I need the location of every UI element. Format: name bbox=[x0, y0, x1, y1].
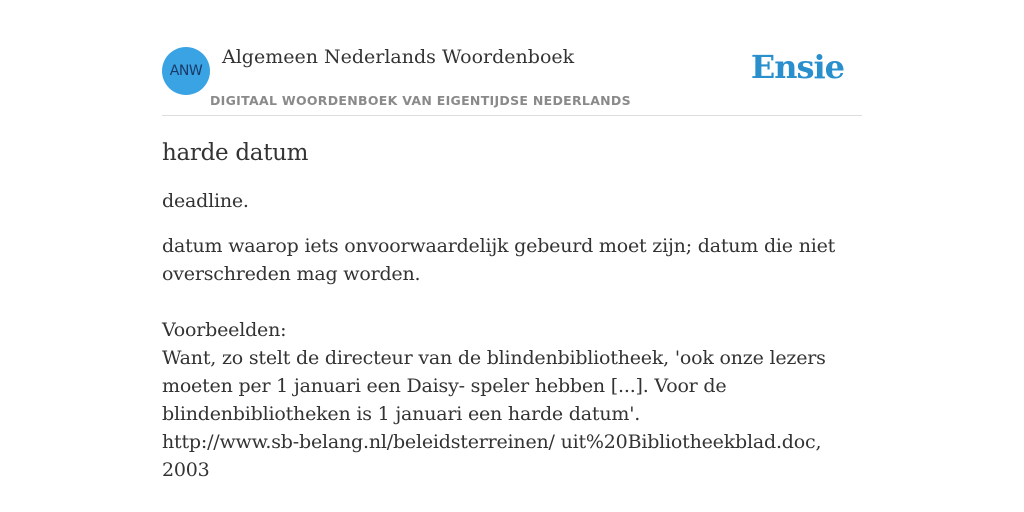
site-subtitle: DIGITAAL WOORDENBOEK VAN EIGENTIJDSE NEDERLANDS bbox=[210, 93, 631, 108]
spacer bbox=[162, 288, 862, 316]
entry-definition-block bbox=[162, 232, 862, 484]
entry-translation: deadline. bbox=[162, 190, 249, 212]
definition-text: datum waarop iets onvoorwaardelijk gebeurd moet zijn; datum die niet overschreden mag worden. bbox=[162, 235, 836, 285]
site-header bbox=[162, 40, 862, 116]
entry-card bbox=[162, 40, 862, 484]
examples-heading: Voorbeelden: bbox=[162, 319, 287, 341]
example-text: Want, zo stelt de directeur van de blindenbibliotheek, 'ook onze lezers moeten per 1 januari een Daisy- speler hebben [...]. Voor de blindenbibliotheken is 1 januari een harde datum'. bbox=[162, 347, 826, 425]
ensie-brand-logo[interactable]: Ensie bbox=[750, 48, 844, 86]
logo-text: ANW bbox=[169, 63, 203, 79]
entry-term: harde datum bbox=[162, 140, 309, 166]
site-title[interactable]: Algemeen Nederlands Woordenboek bbox=[222, 46, 575, 68]
example-source: http://www.sb-belang.nl/beleidsterreinen/ uit%20Bibliotheekblad.doc, 2003 bbox=[162, 431, 822, 481]
anw-logo[interactable] bbox=[162, 47, 210, 95]
